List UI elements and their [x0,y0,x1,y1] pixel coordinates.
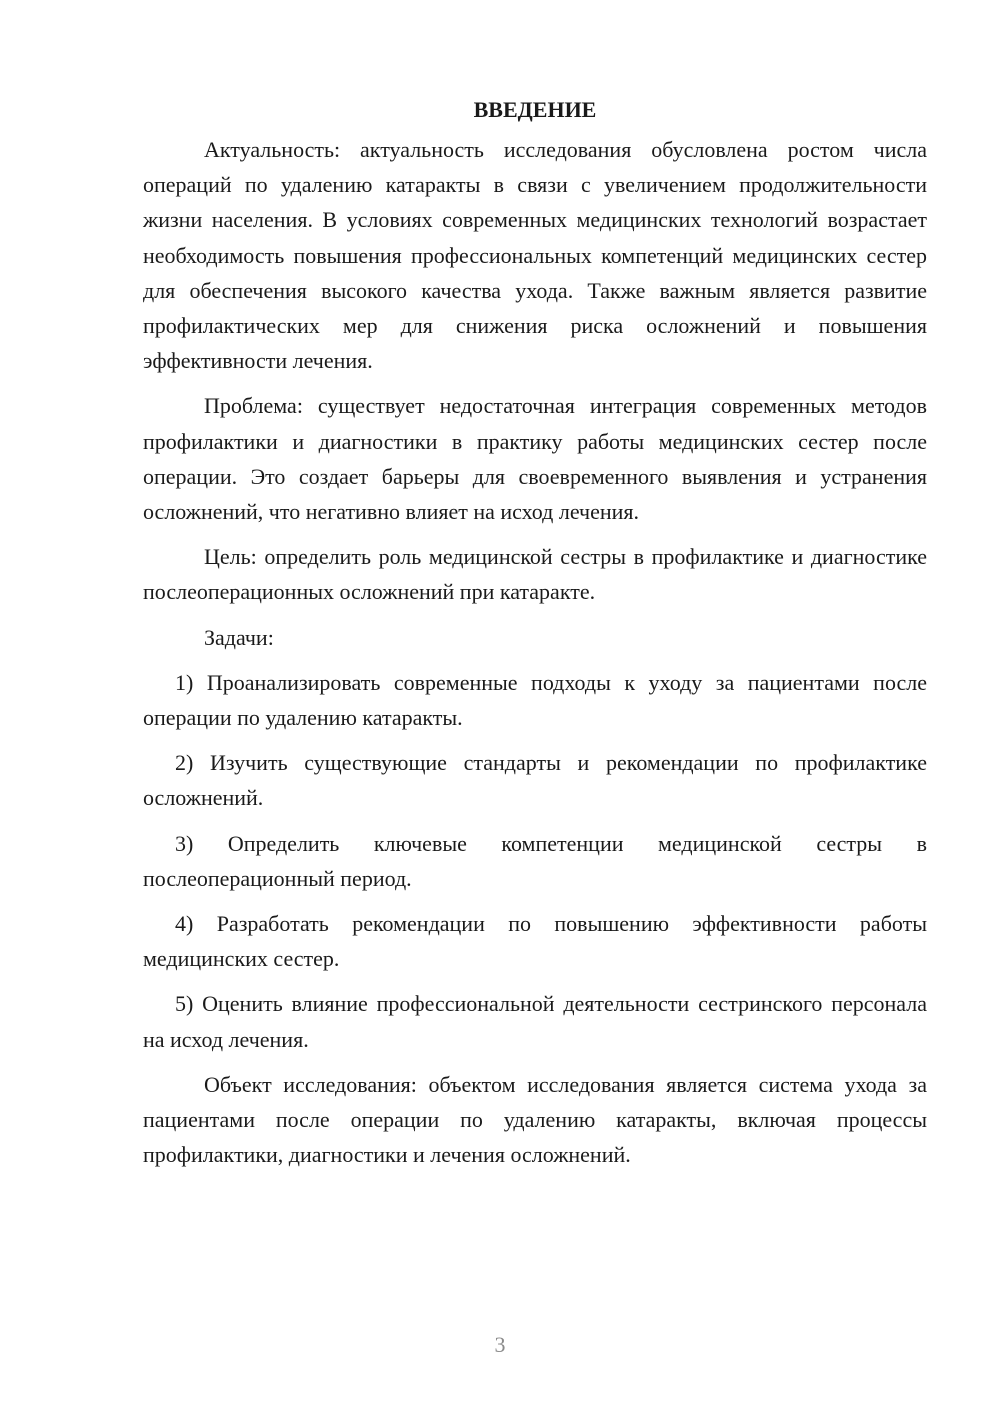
task-item-1: 1) Проанализировать современные подходы к уходу за пациентами после операции по удалению катаракты. [143,669,927,731]
page-number: 3 [494,1332,506,1357]
document-body [143,92,927,1172]
task-item-4: 4) Разработать рекомендации по повышению эффективности работы медицинских сестер. [143,911,927,972]
task-item-3: 3) Определить ключевые компетенции медицинской сестры в послеоперационный период. [143,830,927,891]
object-paragraph: Объект исследования: объектом исследования является система ухода за пациентами после операции по удалению катаракты, включая процессы профилактики, диагностики и лечения осложнений. [143,1071,927,1168]
goal-paragraph: Цель: определить роль медицинской сестры в профилактике и диагностике послеоперационных осложнений при катаракте. [143,544,927,605]
relevance-paragraph: Актуальность: актуальность исследования обусловлена ростом числа операций по удалению катаракты в связи с увеличением продолжительности жизни населения. В условиях современных медицинских технологий возрастает необходимость повышения профессиональных компетенций медицинских сестер для обеспечения высокого качества ухода. Также важным является развитие профилактических мер для снижения риска осложнений и повышения эффективности лечения. [143,137,927,374]
section-heading: ВВЕДЕНИЕ [473,97,597,122]
task-item-2: 2) Изучить существующие стандарты и рекомендации по профилактике осложнений. [143,750,927,811]
task-item-5: 5) Оценить влияние профессиональной деятельности сестринского персонала на исход лечения. [143,991,927,1052]
tasks-label: Задачи: [204,624,274,650]
problem-paragraph: Проблема: существует недостаточная интеграция современных методов профилактики и диагностики в практику работы медицинских сестер после операции. Это создает барьеры для своевременного выявления и устранения осложнений, что негативно влияет на исход лечения. [143,393,927,525]
